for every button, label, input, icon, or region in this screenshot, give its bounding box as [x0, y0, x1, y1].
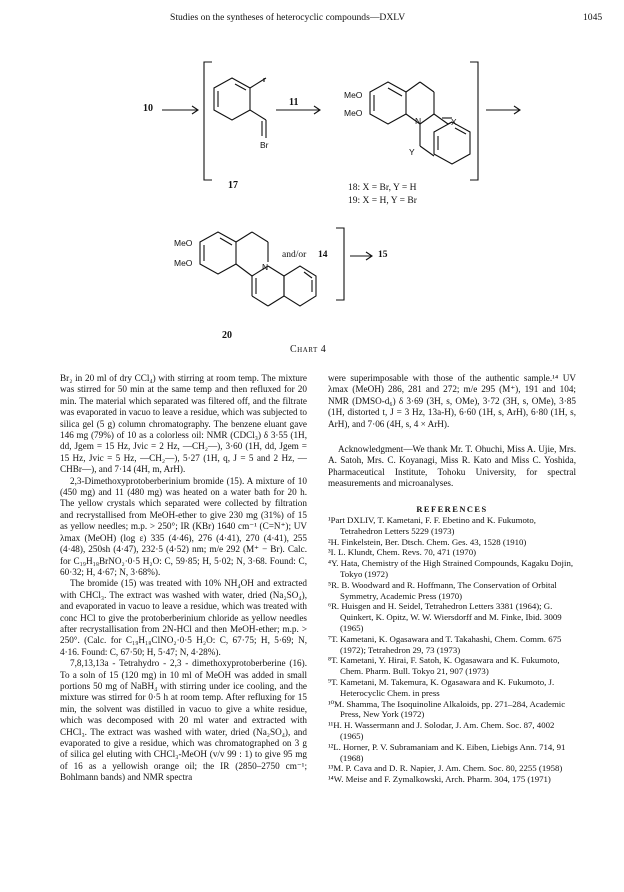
label-compound-15: 15: [378, 250, 388, 260]
bracket-14: [336, 228, 344, 300]
arrow-out: [486, 106, 520, 114]
paragraph-bromide-treatment: The bromide (15) was treated with 10% NH₄OH and extracted with CHCl₃. The extract was washed with water, dried (Na₂SO₄), and evaporated in vacuo to leave a residue, which was treated with conc HCl to give the protoberberinium chloride as yellow needles after recrystallisation from 2N-HCl and then MeOH-ether; m.p. > 250°. (Calc. for C₁₉H₁₈ClNO₂·0·5 H₂O: C, 67·75; H, 5·69; N, 4·16. Found: C, 67·50; H, 5·47; N, 4·28%).: [60, 578, 307, 657]
reference-item: ⁴Y. Hata, Chemistry of the High Strained Compounds, Kagaku Dojin, Tokyo (1972): [328, 558, 574, 580]
atom-x: X: [451, 117, 457, 127]
reference-item: ¹¹H. H. Wassermann and J. Solodar, J. Am. Chem. Soc. 87, 4002 (1965): [328, 720, 555, 741]
reference-item: ²H. Finkelstein, Ber. Dtsch. Chem. Ges. 43, 1528 (1910): [328, 536, 527, 547]
paragraph-dimethoxy-protoberberinium: 2,3-Dimethoxyprotoberberinium bromide (15). A mixture of 10 (450 mg) and 11 (480 mg) was heated on a water bath for 20 h. The yellow crystals which separated were collected by filtration and recrystallised from MeOH-ether to give 230 mg (31%) of 15 as yellow needles; m.p. > 250°; IR (KBr) 1640 cm⁻¹ (C=N⁺); UV λmax (MeOH) (log ε) 335 (4·46), 276 (4·41), 270 (4·41), 255 (4·48), 250sh (4·47), 232·5 (4·52) nm; m/e 292 (M⁺ − Br). Calc. for C₁₉H₁₈BrNO₂·0·5 H₂O: C, 59·85; H, 5·02; N, 3·68. Found: C, 60·32; H, 4·67; N, 3·68%).: [60, 475, 307, 577]
label-compound-10: 10: [143, 103, 153, 114]
reference-item: ³I. L. Klundt, Chem. Revs. 70, 471 (1970): [328, 547, 477, 558]
references-list: [328, 515, 576, 785]
and-or-text: and/or: [282, 250, 307, 260]
reference-item: ⁵R. B. Woodward and R. Hoffmann, The Conservation of Orbital Symmetry, Academic Press (1970): [328, 579, 557, 601]
paragraph-tetrahydro-protoberberine: 7,8,13,13a - Tetrahydro - 2,3 - dimethoxyprotoberberine (16). To a soln of 15 (120 mg) in 10 ml of MeOH was added in small portions 50 mg of NaBH₄ with stirring under ice cooling, and the mixture was stirred for 0·5 h at room temp. After refluxing for 15 min, the solvent was distilled in vacuo to give a white residue, which was decomposed with 20 ml water and extracted with CHCl₃. The extract was washed with water, dried (Na₂SO₄), and evaporated to give a residue, which was chromatographed on 3 g of silica gel eluting with CHCl₃-MeOH (v/v 99 : 1) to give 95 mg of 16 as a yellowish orange oil; the IR (2850–2750 cm⁻¹; Bohlmann bands) and NMR spectra: [60, 658, 307, 783]
label-18: 18: X = Br, Y = H: [348, 183, 417, 193]
atom-meo-4: MeO: [174, 258, 193, 268]
reference-item: ⁷T. Kametani, K. Ogasawara and T. Takahashi, Chem. Comm. 675 (1972); Tetrahedron 29, 73 (1973): [328, 633, 562, 655]
atom-br: Br: [260, 140, 269, 150]
atom-meo-2: MeO: [344, 108, 363, 118]
arrow-14-to-15: [350, 252, 372, 260]
reference-item: ¹⁰M. Shamma, The Isoquinoline Alkaloids, pp. 271–284, Academic Press, New York (1972): [328, 698, 566, 720]
label-compound-17: 17: [228, 180, 238, 191]
reference-item: ¹²L. Horner, P. V. Subramaniam and K. Eiben, Liebigs Ann. 714, 91 (1968): [328, 741, 566, 763]
reference-item: ¹⁴W. Meise and F. Zymalkowski, Arch. Pharm. 304, 175 (1971): [328, 774, 551, 785]
reference-item: ¹³M. P. Cava and D. R. Napier, J. Am. Chem. Soc. 80, 2255 (1958): [328, 763, 563, 774]
reference-item: ⁹T. Kametani, M. Takemura, K. Ogasawara and K. Fukumoto, J. Heterocyclic Chem. in press: [328, 677, 555, 698]
label-compound-14: 14: [318, 250, 328, 260]
page-number: 1045: [583, 12, 603, 23]
reference-item: ⁸T. Kametani, Y. Hirai, F. Satoh, K. Ogasawara and K. Fukumoto, Chem. Pharm. Bull. Tokyo 21, 907 (1973): [328, 655, 560, 677]
atom-n-top: N: [415, 116, 422, 126]
chart-4-scheme: [0, 0, 624, 370]
label-compound-20: 20: [222, 330, 232, 341]
bracket-left: [204, 62, 212, 180]
left-column: [60, 373, 307, 784]
bracket-right: [470, 62, 478, 180]
atom-y: Y: [409, 147, 415, 157]
paragraph-bromination: Br₂ in 20 ml of dry CCl₄) with stirring at room temp. The mixture was stirred for 50 min at the same temp and then refluxed for 20 min. The material which separated was filtered off, and the filtrate was evaporated in vacuo to leave a residue, which was subjected to silica gel (5 g) column chromatography. The benzene eluant gave 146 mg (79%) of 10 as a colorless oil: NMR (CDCl₃) δ 3·55 (1H, dd, Jgem = 15 Hz, Jvic = 2 Hz, —CH₂—), 3·60 (1H, dd, Jgem = 15 Hz, Jvic = 5 Hz, —CH₂—), 5·27 (1H, q, J = 5 and 2 Hz, —CHBr—), and 7·14 (4H, m, ArH).: [60, 373, 307, 475]
arrow-10-to-17: [162, 106, 198, 114]
compound-17-structure: [214, 78, 266, 138]
right-column: [328, 373, 576, 785]
references-heading: REFERENCES: [416, 504, 488, 514]
acknowledgment: Acknowledgment—We thank Mr. T. Ohuchi, Miss A. Ujie, Mrs. A. Satoh, Mrs. C. Koyanagi, Miss R. Kato and Miss C. Yoshida, Pharmaceutical Institute, Tohoku University, for spectral measurements and microanalyses.: [328, 444, 576, 489]
label-reagent-11: 11: [289, 97, 299, 108]
chart-caption: Chart 4: [290, 344, 327, 355]
running-title: Studies on the syntheses of heterocyclic compounds—DXLV: [170, 12, 406, 23]
paragraph-spectra-continued: were superimposable with those of the authentic sample.¹⁴ UV λmax (MeOH) 286, 281 and 272; m/e 295 (M⁺), 191 and 104; NMR (DMSO-d₆) δ 3·69 (3H, s, OMe), 3·72 (3H, s, OMe), 3·85 (1H, distorted t, J = 3 Hz, 13a-H), 6·60 (1H, s, ArH), 6·80 (1H, s, ArH), and 7·06 (4H, s, 4 × ArH).: [328, 373, 576, 429]
atom-n-bottom: N: [262, 262, 269, 272]
reference-item: ¹Part DXLIV, T. Kametani, F. F. Ebetino and K. Fukumoto, Tetrahedron Letters 5229 (1973): [328, 515, 536, 536]
label-19: 19: X = H, Y = Br: [348, 196, 417, 206]
compound-20-structure: [200, 232, 316, 306]
reference-item: ⁶R. Huisgen and H. Seidel, Tetrahedron Letters 3381 (1964); G. Quinkert, K. Opitz, W. W. Wiersdorff and M. Finke, Ibid. 3009 (1965): [328, 601, 562, 634]
atom-meo-1: MeO: [344, 90, 363, 100]
atom-meo-3: MeO: [174, 238, 193, 248]
